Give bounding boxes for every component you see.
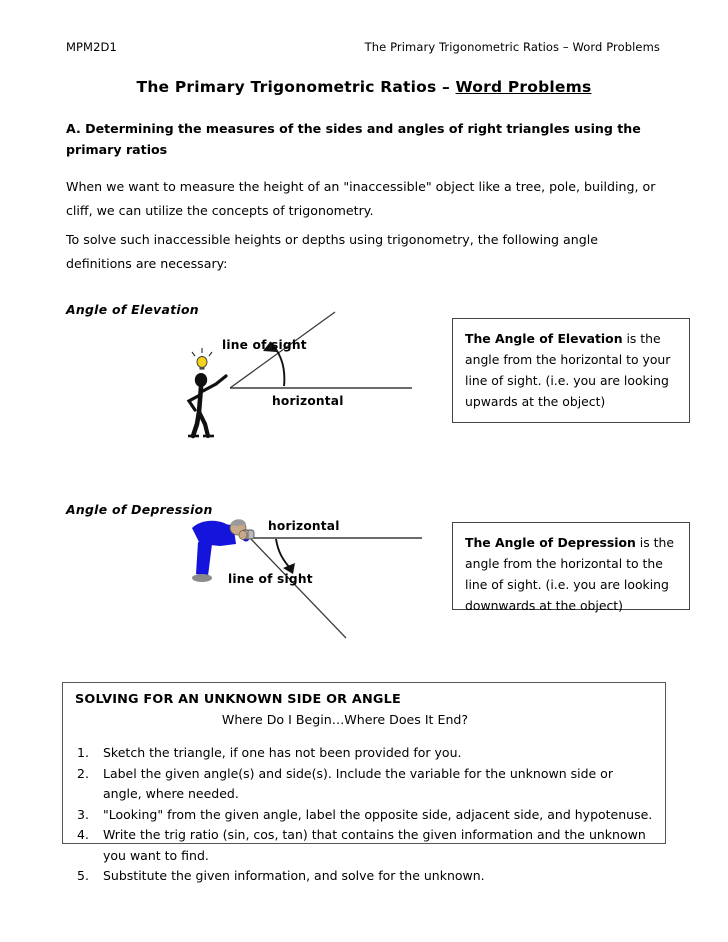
step-number: 1. bbox=[77, 745, 89, 760]
figure-shoe bbox=[192, 574, 212, 582]
angle-of-elevation-callout bbox=[452, 318, 690, 423]
solving-box-title: SOLVING FOR AN UNKNOWN SIDE OR ANGLE bbox=[75, 692, 401, 707]
solving-box-subtitle: Where Do I Begin…Where Does It End? bbox=[221, 712, 469, 727]
elevation-line-of-sight-label: line of sight bbox=[222, 338, 307, 352]
step-number: 4. bbox=[77, 827, 89, 842]
page-title bbox=[0, 78, 728, 96]
running-title: The Primary Trigonometric Ratios – Word Problems bbox=[364, 40, 660, 54]
step-text: Label the given angle(s) and side(s). Include the variable for the unknown side or angle, where needed. bbox=[103, 765, 613, 801]
page-title-underlined: Word Problems bbox=[455, 78, 592, 96]
step-text: Sketch the triangle, if one has not been provided for you. bbox=[103, 745, 462, 760]
bulb-rays-icon bbox=[192, 348, 212, 356]
list-item bbox=[75, 764, 655, 805]
paragraph-angle-definitions: To solve such inaccessible heights or depths using trigonometry, the following angle definitions are necessary: bbox=[66, 232, 598, 271]
elevation-callout-text: is the angle from the horizontal to your line of sight. (i.e. you are looking upwards at the object) bbox=[465, 331, 671, 409]
elevation-callout-bold: The Angle of Elevation bbox=[465, 331, 623, 346]
light-bulb-icon bbox=[197, 357, 207, 368]
stick-figure-leg-right bbox=[199, 412, 208, 436]
solving-steps-list bbox=[75, 743, 655, 887]
step-number: 3. bbox=[77, 806, 89, 822]
section-a-heading: A. Determining the measures of the sides and angles of right triangles using the primary ratios bbox=[66, 121, 641, 157]
angle-of-elevation-label: Angle of Elevation bbox=[66, 302, 199, 317]
depression-line-of-sight-label: line of sight bbox=[228, 572, 313, 586]
figure-hand bbox=[239, 531, 247, 540]
bulb-base-icon bbox=[200, 367, 205, 370]
step-number: 5. bbox=[77, 868, 89, 883]
list-item bbox=[75, 805, 655, 826]
step-text: Write the trig ratio (sin, cos, tan) that contains the given information and the unknown you want to find. bbox=[103, 827, 646, 863]
depression-horizontal-label: horizontal bbox=[268, 519, 340, 533]
angle-of-depression-label: Angle of Depression bbox=[66, 502, 213, 517]
figure-legs bbox=[196, 542, 212, 576]
depression-angle-arc bbox=[276, 539, 290, 568]
course-code: MPM2D1 bbox=[66, 40, 117, 54]
angle-of-elevation-diagram bbox=[150, 300, 450, 440]
line-of-sight-ray bbox=[250, 538, 346, 638]
step-number: 2. bbox=[77, 765, 89, 781]
list-item bbox=[75, 825, 655, 866]
angle-of-depression-callout bbox=[452, 522, 690, 613]
paragraph-inaccessible-objects: When we want to measure the height of an "inaccessible" object like a tree, pole, building, or cliff, we can utilize the concepts of trigonometry. bbox=[66, 179, 656, 218]
depression-callout-bold: The Angle of Depression bbox=[465, 535, 636, 550]
elevation-horizontal-label: horizontal bbox=[272, 394, 344, 408]
list-item bbox=[75, 743, 655, 764]
step-text: Substitute the given information, and solve for the unknown. bbox=[103, 868, 485, 883]
depression-callout-text: is the angle from the horizontal to the line of sight. (i.e. you are looking downwards at the object) bbox=[465, 535, 674, 613]
list-item bbox=[75, 866, 655, 887]
step-text: "Looking" from the given angle, label the opposite side, adjacent side, and hypotenuse. bbox=[103, 806, 653, 822]
running-header bbox=[66, 40, 666, 58]
solving-for-unknown-box bbox=[62, 682, 666, 883]
page-title-main: The Primary Trigonometric Ratios – bbox=[136, 78, 456, 96]
